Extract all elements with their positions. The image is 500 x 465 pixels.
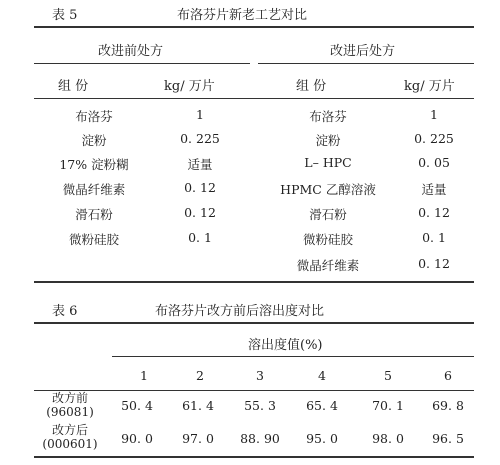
- table5-before-name: 微晶纤维素: [62, 182, 126, 197]
- table5-col-component-before: 组 份: [58, 79, 89, 94]
- table5-after-name: HPMC 乙醇溶液: [280, 182, 376, 197]
- table5-group-rule-right: [258, 63, 474, 64]
- table6-row-label: [34, 423, 106, 451]
- table6-col-header: 5: [384, 368, 392, 383]
- table5-after-amount: 0. 1: [422, 230, 446, 245]
- table5-after-name: L– HPC: [304, 155, 352, 170]
- table5-before-amount: 0. 225: [180, 131, 220, 146]
- table6-value: 95. 0: [306, 431, 338, 446]
- table5-after-amount: 0. 12: [418, 256, 450, 271]
- table6-label: 表 6: [52, 304, 78, 319]
- table5-before-name: 17% 淀粉糊: [59, 157, 129, 172]
- table6-row-label: [34, 391, 106, 419]
- table5-before-name: 滑石粉: [75, 207, 113, 222]
- table6-header: 溶出度值(%): [248, 338, 323, 353]
- table5-before-name: 淀粉: [81, 133, 107, 148]
- table5-before-amount: 0. 12: [184, 205, 216, 220]
- table6-value: 50. 4: [121, 398, 153, 413]
- table6-value: 69. 8: [432, 398, 464, 413]
- table5-before-amount: 0. 1: [188, 230, 212, 245]
- table5-after-name: 布洛芬: [309, 109, 347, 124]
- table6-col-header: 3: [256, 368, 264, 383]
- table6-value: 65. 4: [306, 398, 338, 413]
- table5-before-name: 布洛芬: [75, 109, 113, 124]
- table5-group-rule-left: [34, 63, 250, 64]
- table5-header-rule: [34, 98, 474, 99]
- table5-label: 表 5: [52, 8, 78, 23]
- table5-group-before: 改进前处方: [98, 44, 164, 59]
- table6-header-rule: [112, 356, 474, 357]
- table5-before-name: 微粉硅胶: [68, 232, 119, 247]
- table6-bottom-rule: [34, 456, 474, 458]
- table5-group-after: 改进后处方: [330, 44, 396, 59]
- table5-after-name: 微粉硅胶: [302, 232, 353, 247]
- table6-top-rule: [34, 322, 474, 324]
- table5-after-amount: 0. 05: [418, 155, 450, 170]
- table5-after-name: 淀粉: [315, 133, 341, 148]
- table6-value: 88. 90: [240, 431, 280, 446]
- table5-after-name: 微晶纤维素: [296, 258, 360, 273]
- table5-bottom-rule: [34, 281, 474, 283]
- table5-col-unit-after: kg/ 万片: [404, 79, 455, 94]
- table5-title: 布洛芬片新老工艺对比: [177, 8, 308, 23]
- table6-row-label-batch: (96081): [46, 405, 94, 419]
- table6-col-header: 2: [196, 368, 204, 383]
- table6-col-header: 6: [444, 368, 452, 383]
- table5-before-amount: 1: [196, 107, 204, 122]
- table5-after-amount: 适量: [421, 182, 447, 197]
- table5-col-unit-before: kg/ 万片: [164, 79, 215, 94]
- table5-before-amount: 0. 12: [184, 180, 216, 195]
- table6-value: 97. 0: [182, 431, 214, 446]
- table6-value: 55. 3: [244, 398, 276, 413]
- table6-row-label-name: 改方前: [51, 391, 88, 405]
- table6-title: 布洛芬片改方前后溶出度对比: [155, 304, 325, 319]
- table5-col-component-after: 组 份: [296, 79, 327, 94]
- table6-row-label-name: 改方后: [51, 423, 88, 437]
- table5-after-amount: 0. 225: [414, 131, 454, 146]
- table6-value: 96. 5: [432, 431, 464, 446]
- table5-after-amount: 1: [430, 107, 438, 122]
- table6-value: 70. 1: [372, 398, 404, 413]
- table5-before-amount: 适量: [187, 157, 213, 172]
- table6-row-label-batch: (000601): [42, 437, 98, 451]
- table6-value: 98. 0: [372, 431, 404, 446]
- table5-after-name: 滑石粉: [309, 207, 347, 222]
- table6-col-header: 1: [140, 368, 148, 383]
- table5-top-rule: [34, 26, 474, 28]
- table6-col-header: 4: [318, 368, 326, 383]
- table6-value: 61. 4: [182, 398, 214, 413]
- table6-value: 90. 0: [121, 431, 153, 446]
- table5-after-amount: 0. 12: [418, 205, 450, 220]
